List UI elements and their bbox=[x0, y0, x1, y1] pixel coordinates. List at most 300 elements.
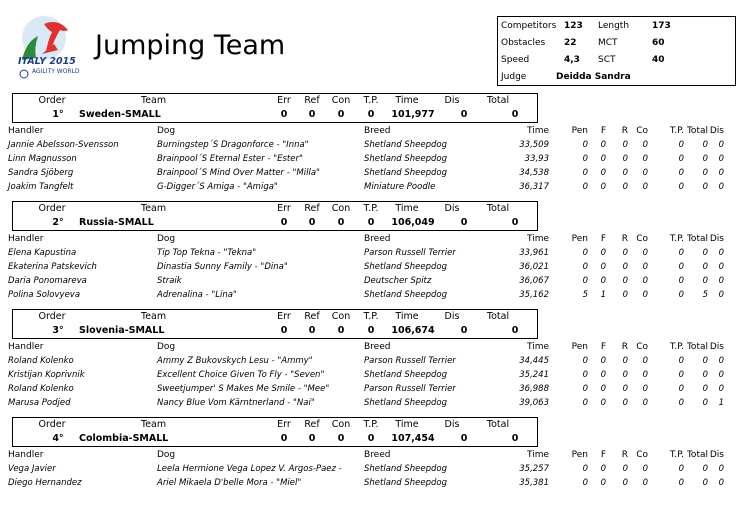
team-header-dis: Dis bbox=[444, 95, 460, 106]
member-time: 34,538 bbox=[519, 168, 549, 178]
team-time-value: 106,049 bbox=[391, 217, 435, 228]
member-dog: Leela Hermione Vega Lopez V. Argos-Paez - bbox=[157, 464, 342, 474]
member-r: 0 bbox=[622, 464, 628, 474]
member-total: 0 bbox=[702, 276, 708, 286]
team-order-value: 3° bbox=[52, 325, 64, 336]
team-header-order: Order bbox=[38, 311, 66, 322]
member-dog: Brainpool´S Mind Over Matter - "Milla" bbox=[157, 168, 320, 178]
member-co: 0 bbox=[642, 384, 648, 394]
member-header-breed: Breed bbox=[364, 450, 391, 460]
speed-label: Speed bbox=[501, 55, 530, 65]
member-r: 0 bbox=[622, 276, 628, 286]
member-co: 0 bbox=[642, 356, 648, 366]
member-handler: Jannie Abelsson-Svensson bbox=[8, 140, 119, 150]
member-tp: 0 bbox=[678, 276, 684, 286]
member-f: 0 bbox=[600, 182, 606, 192]
member-dis: 0 bbox=[718, 356, 724, 366]
member-tp: 0 bbox=[678, 168, 684, 178]
member-row bbox=[0, 383, 736, 397]
member-total: 0 bbox=[702, 140, 708, 150]
team-ref-value: 0 bbox=[308, 433, 316, 444]
team-header-total: Total bbox=[486, 203, 510, 214]
team-tp-value: 0 bbox=[367, 109, 375, 120]
member-r: 0 bbox=[622, 478, 628, 488]
member-header-row bbox=[0, 341, 736, 355]
member-dog: Excellent Choice Given To Fly - "Seven" bbox=[157, 370, 325, 380]
member-dis: 0 bbox=[718, 464, 724, 474]
member-handler: Daria Ponomareva bbox=[8, 276, 87, 286]
member-f: 0 bbox=[600, 370, 606, 380]
member-time: 36,988 bbox=[519, 384, 549, 394]
competitors-label: Competitors bbox=[501, 21, 557, 31]
member-pen: 0 bbox=[582, 464, 588, 474]
member-tp: 0 bbox=[678, 464, 684, 474]
member-handler: Linn Magnusson bbox=[8, 154, 77, 164]
member-dis: 0 bbox=[718, 370, 724, 380]
team-header-order: Order bbox=[38, 419, 66, 430]
member-time: 33,93 bbox=[524, 154, 549, 164]
member-handler: Roland Kolenko bbox=[8, 356, 74, 366]
member-time: 34,445 bbox=[519, 356, 549, 366]
member-handler: Marusa Podjed bbox=[8, 398, 71, 408]
event-logo bbox=[14, 14, 86, 82]
member-tp: 0 bbox=[678, 182, 684, 192]
member-pen: 5 bbox=[582, 290, 588, 300]
member-r: 0 bbox=[622, 154, 628, 164]
member-tp: 0 bbox=[678, 248, 684, 258]
team-total-value: 0 bbox=[511, 109, 519, 120]
member-header-dog: Dog bbox=[157, 234, 176, 244]
member-f: 0 bbox=[600, 140, 606, 150]
member-header-time: Time bbox=[526, 450, 549, 460]
member-header-breed: Breed bbox=[364, 342, 391, 352]
member-total: 0 bbox=[702, 168, 708, 178]
member-tp: 0 bbox=[678, 140, 684, 150]
team-header-con: Con bbox=[331, 419, 351, 430]
logo-graphic-icon bbox=[14, 14, 86, 82]
member-pen: 0 bbox=[582, 370, 588, 380]
member-tp: 0 bbox=[678, 356, 684, 366]
member-time: 33,509 bbox=[519, 140, 549, 150]
team-header-order: Order bbox=[38, 203, 66, 214]
member-handler: Diego Hernandez bbox=[8, 478, 82, 488]
member-header-pen: Pen bbox=[571, 234, 588, 244]
team-header-dis: Dis bbox=[444, 311, 460, 322]
member-time: 35,241 bbox=[519, 370, 549, 380]
member-f: 0 bbox=[600, 464, 606, 474]
member-row bbox=[0, 477, 736, 491]
team-header-time: Time bbox=[395, 419, 419, 430]
member-header-dog: Dog bbox=[157, 126, 176, 136]
member-pen: 0 bbox=[582, 398, 588, 408]
member-header-dis: Dis bbox=[709, 450, 724, 460]
team-header-team: Team bbox=[141, 311, 167, 322]
team-err-value: 0 bbox=[280, 433, 288, 444]
member-co: 0 bbox=[642, 464, 648, 474]
team-time-value: 101,977 bbox=[391, 109, 435, 120]
member-time: 36,021 bbox=[519, 262, 549, 272]
team-total-value: 0 bbox=[511, 325, 519, 336]
member-r: 0 bbox=[622, 182, 628, 192]
member-header-r: R bbox=[621, 126, 628, 136]
member-handler: Kristijan Koprivnik bbox=[8, 370, 85, 380]
member-r: 0 bbox=[622, 168, 628, 178]
member-breed: Parson Russell Terrier bbox=[364, 356, 456, 366]
competition-info-box bbox=[497, 16, 736, 86]
member-dis: 0 bbox=[718, 140, 724, 150]
member-header-dis: Dis bbox=[709, 342, 724, 352]
team-header-total: Total bbox=[486, 95, 510, 106]
mct-value: 60 bbox=[652, 38, 665, 48]
member-tp: 0 bbox=[678, 154, 684, 164]
team-err-value: 0 bbox=[280, 109, 288, 120]
member-time: 36,067 bbox=[519, 276, 549, 286]
member-row bbox=[0, 247, 736, 261]
member-co: 0 bbox=[642, 248, 648, 258]
member-r: 0 bbox=[622, 140, 628, 150]
member-header-f: F bbox=[600, 126, 606, 136]
member-dog: Ariel Mikaela D'belle Mora - "Miel" bbox=[157, 478, 302, 488]
length-label: Length bbox=[598, 21, 630, 31]
team-header-ref: Ref bbox=[304, 419, 320, 430]
member-dis: 0 bbox=[718, 154, 724, 164]
team-summary-box bbox=[12, 201, 538, 231]
member-header-tp: T.P. bbox=[669, 234, 684, 244]
member-pen: 0 bbox=[582, 140, 588, 150]
member-header-total: Total bbox=[686, 234, 708, 244]
member-dis: 0 bbox=[718, 262, 724, 272]
member-row bbox=[0, 355, 736, 369]
member-header-time: Time bbox=[526, 234, 549, 244]
member-breed: Parson Russell Terrier bbox=[364, 384, 456, 394]
member-header-breed: Breed bbox=[364, 126, 391, 136]
member-co: 0 bbox=[642, 478, 648, 488]
member-f: 0 bbox=[600, 356, 606, 366]
member-header-pen: Pen bbox=[571, 342, 588, 352]
member-handler: Ekaterina Patskevich bbox=[8, 262, 97, 272]
member-co: 0 bbox=[642, 262, 648, 272]
member-row bbox=[0, 463, 736, 477]
competitors-value: 123 bbox=[564, 21, 583, 31]
member-row bbox=[0, 181, 736, 195]
member-header-total: Total bbox=[686, 342, 708, 352]
team-header-tp: T.P. bbox=[363, 203, 379, 214]
team-header-err: Err bbox=[277, 203, 291, 214]
member-total: 0 bbox=[702, 182, 708, 192]
member-f: 0 bbox=[600, 168, 606, 178]
length-value: 173 bbox=[652, 21, 671, 31]
member-f: 0 bbox=[600, 478, 606, 488]
team-header-order: Order bbox=[38, 95, 66, 106]
team-err-value: 0 bbox=[280, 325, 288, 336]
member-time: 36,317 bbox=[519, 182, 549, 192]
team-order-value: 4° bbox=[52, 433, 64, 444]
member-header-tp: T.P. bbox=[669, 342, 684, 352]
member-header-f: F bbox=[600, 450, 606, 460]
member-r: 0 bbox=[622, 356, 628, 366]
member-handler: Roland Kolenko bbox=[8, 384, 74, 394]
team-total-value: 0 bbox=[511, 433, 519, 444]
judge-label: Judge bbox=[501, 72, 527, 82]
member-header-dog: Dog bbox=[157, 450, 176, 460]
team-con-value: 0 bbox=[337, 109, 345, 120]
team-header-ref: Ref bbox=[304, 311, 320, 322]
member-row bbox=[0, 167, 736, 181]
member-header-co: Co bbox=[636, 126, 648, 136]
member-dis: 0 bbox=[718, 182, 724, 192]
member-row bbox=[0, 275, 736, 289]
member-header-f: F bbox=[600, 342, 606, 352]
member-dis: 0 bbox=[718, 478, 724, 488]
member-breed: Shetland Sheepdog bbox=[364, 290, 448, 300]
member-co: 0 bbox=[642, 182, 648, 192]
team-header-time: Time bbox=[395, 203, 419, 214]
team-con-value: 0 bbox=[337, 217, 345, 228]
member-header-tp: T.P. bbox=[669, 450, 684, 460]
member-breed: Shetland Sheepdog bbox=[364, 168, 448, 178]
team-header-dis: Dis bbox=[444, 203, 460, 214]
page-title: Jumping Team bbox=[95, 30, 286, 61]
team-header-ref: Ref bbox=[304, 203, 320, 214]
obstacles-label: Obstacles bbox=[501, 38, 546, 48]
member-total: 0 bbox=[702, 356, 708, 366]
member-row bbox=[0, 153, 736, 167]
member-r: 0 bbox=[622, 370, 628, 380]
member-breed: Shetland Sheepdog bbox=[364, 370, 448, 380]
member-total: 0 bbox=[702, 478, 708, 488]
member-f: 0 bbox=[600, 154, 606, 164]
team-header-con: Con bbox=[331, 203, 351, 214]
speed-value: 4,3 bbox=[564, 55, 580, 65]
member-dog: Brainpool´S Eternal Ester - "Ester" bbox=[157, 154, 303, 164]
member-handler: Joakim Tangfelt bbox=[8, 182, 74, 192]
member-header-r: R bbox=[621, 450, 628, 460]
team-header-dis: Dis bbox=[444, 419, 460, 430]
team-header-err: Err bbox=[277, 311, 291, 322]
member-f: 0 bbox=[600, 398, 606, 408]
team-summary-box bbox=[12, 309, 538, 339]
team-ref-value: 0 bbox=[308, 217, 316, 228]
team-con-value: 0 bbox=[337, 325, 345, 336]
member-row bbox=[0, 139, 736, 153]
member-row bbox=[0, 289, 736, 303]
member-tp: 0 bbox=[678, 398, 684, 408]
member-dog: Ammy Z Bukovskych Lesu - "Ammy" bbox=[157, 356, 313, 366]
member-row bbox=[0, 369, 736, 383]
team-header-tp: T.P. bbox=[363, 95, 379, 106]
member-header-f: F bbox=[600, 234, 606, 244]
member-handler: Elena Kapustina bbox=[8, 248, 77, 258]
member-time: 39,063 bbox=[519, 398, 549, 408]
member-breed: Shetland Sheepdog bbox=[364, 398, 448, 408]
member-header-row bbox=[0, 233, 736, 247]
member-pen: 0 bbox=[582, 248, 588, 258]
member-r: 0 bbox=[622, 262, 628, 272]
team-header-ref: Ref bbox=[304, 95, 320, 106]
member-header-total: Total bbox=[686, 450, 708, 460]
member-total: 0 bbox=[702, 398, 708, 408]
team-header-err: Err bbox=[277, 95, 291, 106]
member-header-r: R bbox=[621, 234, 628, 244]
team-order-value: 1° bbox=[52, 109, 64, 120]
team-dis-value: 0 bbox=[460, 109, 468, 120]
member-tp: 0 bbox=[678, 384, 684, 394]
member-tp: 0 bbox=[678, 478, 684, 488]
member-pen: 0 bbox=[582, 478, 588, 488]
member-f: 0 bbox=[600, 248, 606, 258]
member-breed: Miniature Poodle bbox=[364, 182, 436, 192]
team-dis-value: 0 bbox=[460, 433, 468, 444]
member-co: 0 bbox=[642, 140, 648, 150]
logo-text: ITALY 2015 bbox=[18, 56, 76, 67]
member-dog: Adrenalina - "Lina" bbox=[157, 290, 237, 300]
team-tp-value: 0 bbox=[367, 433, 375, 444]
member-dog: Burningstep´S Dragonforce - "Inna" bbox=[157, 140, 309, 150]
member-handler: Sandra Sjöberg bbox=[8, 168, 74, 178]
member-header-handler: Handler bbox=[8, 450, 44, 460]
member-pen: 0 bbox=[582, 356, 588, 366]
member-header-r: R bbox=[621, 342, 628, 352]
team-tp-value: 0 bbox=[367, 217, 375, 228]
member-header-handler: Handler bbox=[8, 126, 44, 136]
team-header-tp: T.P. bbox=[363, 311, 379, 322]
judge-value: Deidda Sandra bbox=[556, 72, 631, 82]
member-dog: Tip Top Tekna - "Tekna" bbox=[157, 248, 257, 258]
team-summary-box bbox=[12, 93, 538, 123]
member-dog: Dinastia Sunny Family - "Dina" bbox=[157, 262, 288, 272]
member-header-dis: Dis bbox=[709, 126, 724, 136]
team-total-value: 0 bbox=[511, 217, 519, 228]
member-dog: G-Digger´S Amiga - "Amiga" bbox=[157, 182, 278, 192]
member-breed: Shetland Sheepdog bbox=[364, 262, 448, 272]
member-total: 0 bbox=[702, 248, 708, 258]
member-header-handler: Handler bbox=[8, 342, 44, 352]
team-header-total: Total bbox=[486, 419, 510, 430]
member-breed: Shetland Sheepdog bbox=[364, 478, 448, 488]
team-time-value: 107,454 bbox=[391, 433, 435, 444]
member-pen: 0 bbox=[582, 154, 588, 164]
member-total: 0 bbox=[702, 370, 708, 380]
member-f: 1 bbox=[600, 290, 606, 300]
member-handler: Polina Solovyeva bbox=[8, 290, 81, 300]
member-header-co: Co bbox=[636, 450, 648, 460]
member-time: 35,381 bbox=[519, 478, 549, 488]
member-time: 33,961 bbox=[519, 248, 549, 258]
team-team-value: Russia-SMALL bbox=[79, 217, 154, 228]
member-f: 0 bbox=[600, 384, 606, 394]
member-total: 0 bbox=[702, 262, 708, 272]
member-pen: 0 bbox=[582, 384, 588, 394]
member-tp: 0 bbox=[678, 290, 684, 300]
member-header-pen: Pen bbox=[571, 450, 588, 460]
team-header-time: Time bbox=[395, 311, 419, 322]
sct-label: SCT bbox=[598, 55, 616, 65]
member-pen: 0 bbox=[582, 168, 588, 178]
member-dis: 0 bbox=[718, 168, 724, 178]
logo-sub-text: AGILITY WORLD bbox=[32, 68, 80, 75]
member-breed: Shetland Sheepdog bbox=[364, 464, 448, 474]
member-co: 0 bbox=[642, 290, 648, 300]
team-header-con: Con bbox=[331, 311, 351, 322]
member-time: 35,162 bbox=[519, 290, 549, 300]
team-header-tp: T.P. bbox=[363, 419, 379, 430]
member-header-total: Total bbox=[686, 126, 708, 136]
team-header-con: Con bbox=[331, 95, 351, 106]
sct-value: 40 bbox=[652, 55, 665, 65]
team-header-total: Total bbox=[486, 311, 510, 322]
member-dis: 1 bbox=[718, 398, 724, 408]
member-breed: Shetland Sheepdog bbox=[364, 154, 448, 164]
member-dis: 0 bbox=[718, 384, 724, 394]
member-pen: 0 bbox=[582, 262, 588, 272]
member-r: 0 bbox=[622, 248, 628, 258]
team-team-value: Slovenia-SMALL bbox=[79, 325, 165, 336]
member-pen: 0 bbox=[582, 276, 588, 286]
team-dis-value: 0 bbox=[460, 325, 468, 336]
member-total: 0 bbox=[702, 384, 708, 394]
team-team-value: Sweden-SMALL bbox=[79, 109, 161, 120]
member-header-time: Time bbox=[526, 126, 549, 136]
member-dis: 0 bbox=[718, 290, 724, 300]
member-header-pen: Pen bbox=[571, 126, 588, 136]
member-header-co: Co bbox=[636, 234, 648, 244]
member-header-co: Co bbox=[636, 342, 648, 352]
team-ref-value: 0 bbox=[308, 109, 316, 120]
member-co: 0 bbox=[642, 370, 648, 380]
member-co: 0 bbox=[642, 398, 648, 408]
member-total: 5 bbox=[702, 290, 708, 300]
member-header-breed: Breed bbox=[364, 234, 391, 244]
member-f: 0 bbox=[600, 276, 606, 286]
member-header-handler: Handler bbox=[8, 234, 44, 244]
member-header-tp: T.P. bbox=[669, 126, 684, 136]
member-r: 0 bbox=[622, 384, 628, 394]
member-header-dis: Dis bbox=[709, 234, 724, 244]
member-r: 0 bbox=[622, 398, 628, 408]
member-dis: 0 bbox=[718, 276, 724, 286]
member-breed: Shetland Sheepdog bbox=[364, 140, 448, 150]
team-team-value: Colombia-SMALL bbox=[79, 433, 169, 444]
member-header-row bbox=[0, 125, 736, 139]
member-time: 35,257 bbox=[519, 464, 549, 474]
member-f: 0 bbox=[600, 262, 606, 272]
team-con-value: 0 bbox=[337, 433, 345, 444]
member-dis: 0 bbox=[718, 248, 724, 258]
member-row bbox=[0, 397, 736, 411]
team-header-team: Team bbox=[141, 419, 167, 430]
member-r: 0 bbox=[622, 290, 628, 300]
member-total: 0 bbox=[702, 154, 708, 164]
member-breed: Deutscher Spitz bbox=[364, 276, 432, 286]
member-dog: Sweetjumper' S Makes Me Smile - "Mee" bbox=[157, 384, 330, 394]
team-header-err: Err bbox=[277, 419, 291, 430]
obstacles-value: 22 bbox=[564, 38, 577, 48]
team-header-time: Time bbox=[395, 95, 419, 106]
member-header-time: Time bbox=[526, 342, 549, 352]
member-co: 0 bbox=[642, 168, 648, 178]
member-handler: Vega Javier bbox=[8, 464, 56, 474]
member-pen: 0 bbox=[582, 182, 588, 192]
member-header-row bbox=[0, 449, 736, 463]
team-ref-value: 0 bbox=[308, 325, 316, 336]
team-time-value: 106,674 bbox=[391, 325, 435, 336]
team-header-team: Team bbox=[141, 95, 167, 106]
member-tp: 0 bbox=[678, 370, 684, 380]
mct-label: MCT bbox=[598, 38, 618, 48]
team-summary-box bbox=[12, 417, 538, 447]
member-total: 0 bbox=[702, 464, 708, 474]
team-header-team: Team bbox=[141, 203, 167, 214]
